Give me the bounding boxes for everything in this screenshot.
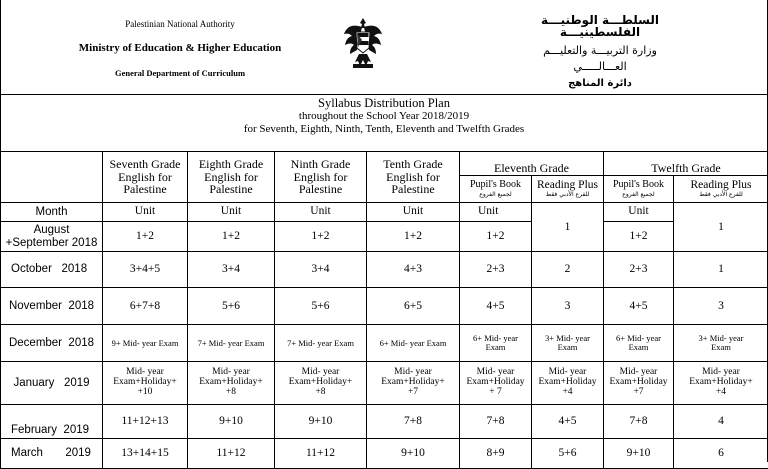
document-title: Syllabus Distribution Plan — [0, 96, 768, 110]
document-title-block — [0, 96, 768, 136]
cell-nov-g9: 5+6 — [275, 288, 367, 325]
grade-9-header: Ninth Grade English for Palestine — [275, 152, 367, 203]
cell-feb-g12pb: 7+8 — [604, 405, 674, 439]
month-aug-sep: August +September 2018 — [1, 222, 103, 252]
table-row — [1, 405, 768, 439]
cell-dec-g8: 7+ Mid- year Exam — [188, 325, 275, 362]
grade-10-header: Tenth Grade English for Palestine — [367, 152, 460, 203]
cell-feb-g9: 9+10 — [275, 405, 367, 439]
unit-label-g11-pb: Unit — [460, 203, 532, 222]
cell-jan-g12pb: Mid- year Exam+Holiday +7 — [604, 362, 674, 405]
document-grades-line: for Seventh, Eighth, Ninth, Tenth, Eleventh and Twelfth Grades — [0, 123, 768, 136]
cell-augsep-g12rp: 1 — [674, 203, 768, 252]
cell-augsep-g11rp: 1 — [532, 203, 604, 252]
cell-oct-g12pb: 2+3 — [604, 252, 674, 288]
grade-12-reading-plus-header: Reading Plus للفرع الأدبي فقط — [674, 176, 768, 203]
cell-nov-g7: 6+7+8 — [103, 288, 188, 325]
ministry-name-ar-line2: العـــالـــــي — [505, 61, 695, 72]
cell-oct-g11pb: 2+3 — [460, 252, 532, 288]
table-row — [1, 362, 768, 405]
cell-jan-g11pb: Mid- year Exam+Holiday + 7 — [460, 362, 532, 405]
cell-augsep-g8: 1+2 — [188, 222, 275, 252]
cell-nov-g11pb: 4+5 — [460, 288, 532, 325]
table-row — [1, 222, 768, 252]
palestinian-eagle-emblem-icon — [343, 14, 383, 70]
cell-mar-g11pb: 8+9 — [460, 439, 532, 469]
cell-oct-g7: 3+4+5 — [103, 252, 188, 288]
cell-mar-g10: 9+10 — [367, 439, 460, 469]
cell-jan-g9: Mid- year Exam+Holiday+ +8 — [275, 362, 367, 405]
department-name-en: General Department of Curriculum — [60, 69, 300, 78]
ministry-name-ar-line1: وزارة التربيـــة والتعليـــم — [505, 45, 695, 56]
cell-mar-g8: 11+12 — [188, 439, 275, 469]
table-row — [1, 325, 768, 362]
cell-augsep-g12pb: 1+2 — [604, 222, 674, 252]
cell-augsep-g11pb: 1+2 — [460, 222, 532, 252]
cell-feb-g11rp: 4+5 — [532, 405, 604, 439]
cell-oct-g11rp: 2 — [532, 252, 604, 288]
unit-label-g10: Unit — [367, 203, 460, 222]
cell-feb-g12rp: 4 — [674, 405, 768, 439]
unit-label-g12-pb: Unit — [604, 203, 674, 222]
cell-nov-g12pb: 4+5 — [604, 288, 674, 325]
ministry-name-en: Ministry of Education & Higher Education — [60, 43, 300, 54]
cell-mar-g9: 11+12 — [275, 439, 367, 469]
unit-label-g9: Unit — [275, 203, 367, 222]
department-name-ar: دائرة المناهج — [505, 79, 695, 89]
cell-nov-g8: 5+6 — [188, 288, 275, 325]
cell-nov-g12rp: 3 — [674, 288, 768, 325]
grade-8-header: Eighth Grade English for Palestine — [188, 152, 275, 203]
cell-augsep-g10: 1+2 — [367, 222, 460, 252]
cell-dec-g9: 7+ Mid- year Exam — [275, 325, 367, 362]
cell-augsep-g9: 1+2 — [275, 222, 367, 252]
month-december: December 2018 — [1, 325, 103, 362]
header-row-1 — [1, 152, 768, 176]
grade-7-header: Seventh Grade English for Palestine — [103, 152, 188, 203]
header-divider — [0, 94, 768, 95]
cell-oct-g9: 3+4 — [275, 252, 367, 288]
table-row — [1, 439, 768, 469]
cell-mar-g12rp: 6 — [674, 439, 768, 469]
cell-dec-g10: 6+ Mid- year Exam — [367, 325, 460, 362]
letterhead-english — [60, 18, 300, 78]
cell-dec-g12rp: 3+ Mid- year Exam — [674, 325, 768, 362]
cell-dec-g11pb: 6+ Mid- year Exam — [460, 325, 532, 362]
month-october: October 2018 — [1, 252, 103, 288]
grade-11-pupils-book-header: Pupil's Book لجميع الفروع — [460, 176, 532, 203]
cell-nov-g11rp: 3 — [532, 288, 604, 325]
cell-mar-g12pb: 9+10 — [604, 439, 674, 469]
cell-mar-g7: 13+14+15 — [103, 439, 188, 469]
month-november: November 2018 — [1, 288, 103, 325]
unit-label-g7: Unit — [103, 203, 188, 222]
cell-jan-g8: Mid- year Exam+Holiday+ +8 — [188, 362, 275, 405]
letterhead — [0, 0, 768, 96]
cell-feb-g8: 9+10 — [188, 405, 275, 439]
grade-11-header: Eleventh Grade — [460, 152, 604, 176]
cell-jan-g12rp: Mid- year Exam+Holiday+ +4 — [674, 362, 768, 405]
cell-jan-g11rp: Mid- year Exam+Holiday +4 — [532, 362, 604, 405]
table-row — [1, 252, 768, 288]
cell-nov-g10: 6+5 — [367, 288, 460, 325]
document-subtitle: throughout the School Year 2018/2019 — [0, 110, 768, 123]
authority-name-en: Palestinian National Authority — [60, 20, 300, 29]
cell-dec-g11rp: 3+ Mid- year Exam — [532, 325, 604, 362]
corner-cell — [1, 152, 103, 203]
unit-label-g8: Unit — [188, 203, 275, 222]
cell-feb-g10: 7+8 — [367, 405, 460, 439]
cell-mar-g11rp: 5+6 — [532, 439, 604, 469]
cell-feb-g11pb: 7+8 — [460, 405, 532, 439]
authority-name-ar: السلطـــة الوطنيـــة الفلسطينيـــة — [505, 14, 695, 38]
cell-oct-g12rp: 1 — [674, 252, 768, 288]
grade-12-header: Twelfth Grade — [604, 152, 768, 176]
cell-oct-g10: 4+3 — [367, 252, 460, 288]
cell-dec-g7: 9+ Mid- year Exam — [103, 325, 188, 362]
cell-dec-g12pb: 6+ Mid- year Exam — [604, 325, 674, 362]
cell-jan-g10: Mid- year Exam+Holiday+ +7 — [367, 362, 460, 405]
cell-augsep-g7: 1+2 — [103, 222, 188, 252]
unit-label-row — [1, 203, 768, 222]
cell-oct-g8: 3+4 — [188, 252, 275, 288]
month-january: January 2019 — [1, 362, 103, 405]
grade-11-reading-plus-header: Reading Plus للفرع الأدبي فقط — [532, 176, 604, 203]
letterhead-arabic — [505, 14, 695, 89]
syllabus-table — [0, 151, 768, 469]
cell-jan-g7: Mid- year Exam+Holiday+ +10 — [103, 362, 188, 405]
month-column-label: Month — [1, 203, 103, 222]
table-row — [1, 288, 768, 325]
month-march: March 2019 — [1, 439, 103, 469]
grade-12-pupils-book-header: Pupil's Book لجميع الفروع — [604, 176, 674, 203]
month-february: February 2019 — [1, 405, 103, 439]
cell-feb-g7: 11+12+13 — [103, 405, 188, 439]
